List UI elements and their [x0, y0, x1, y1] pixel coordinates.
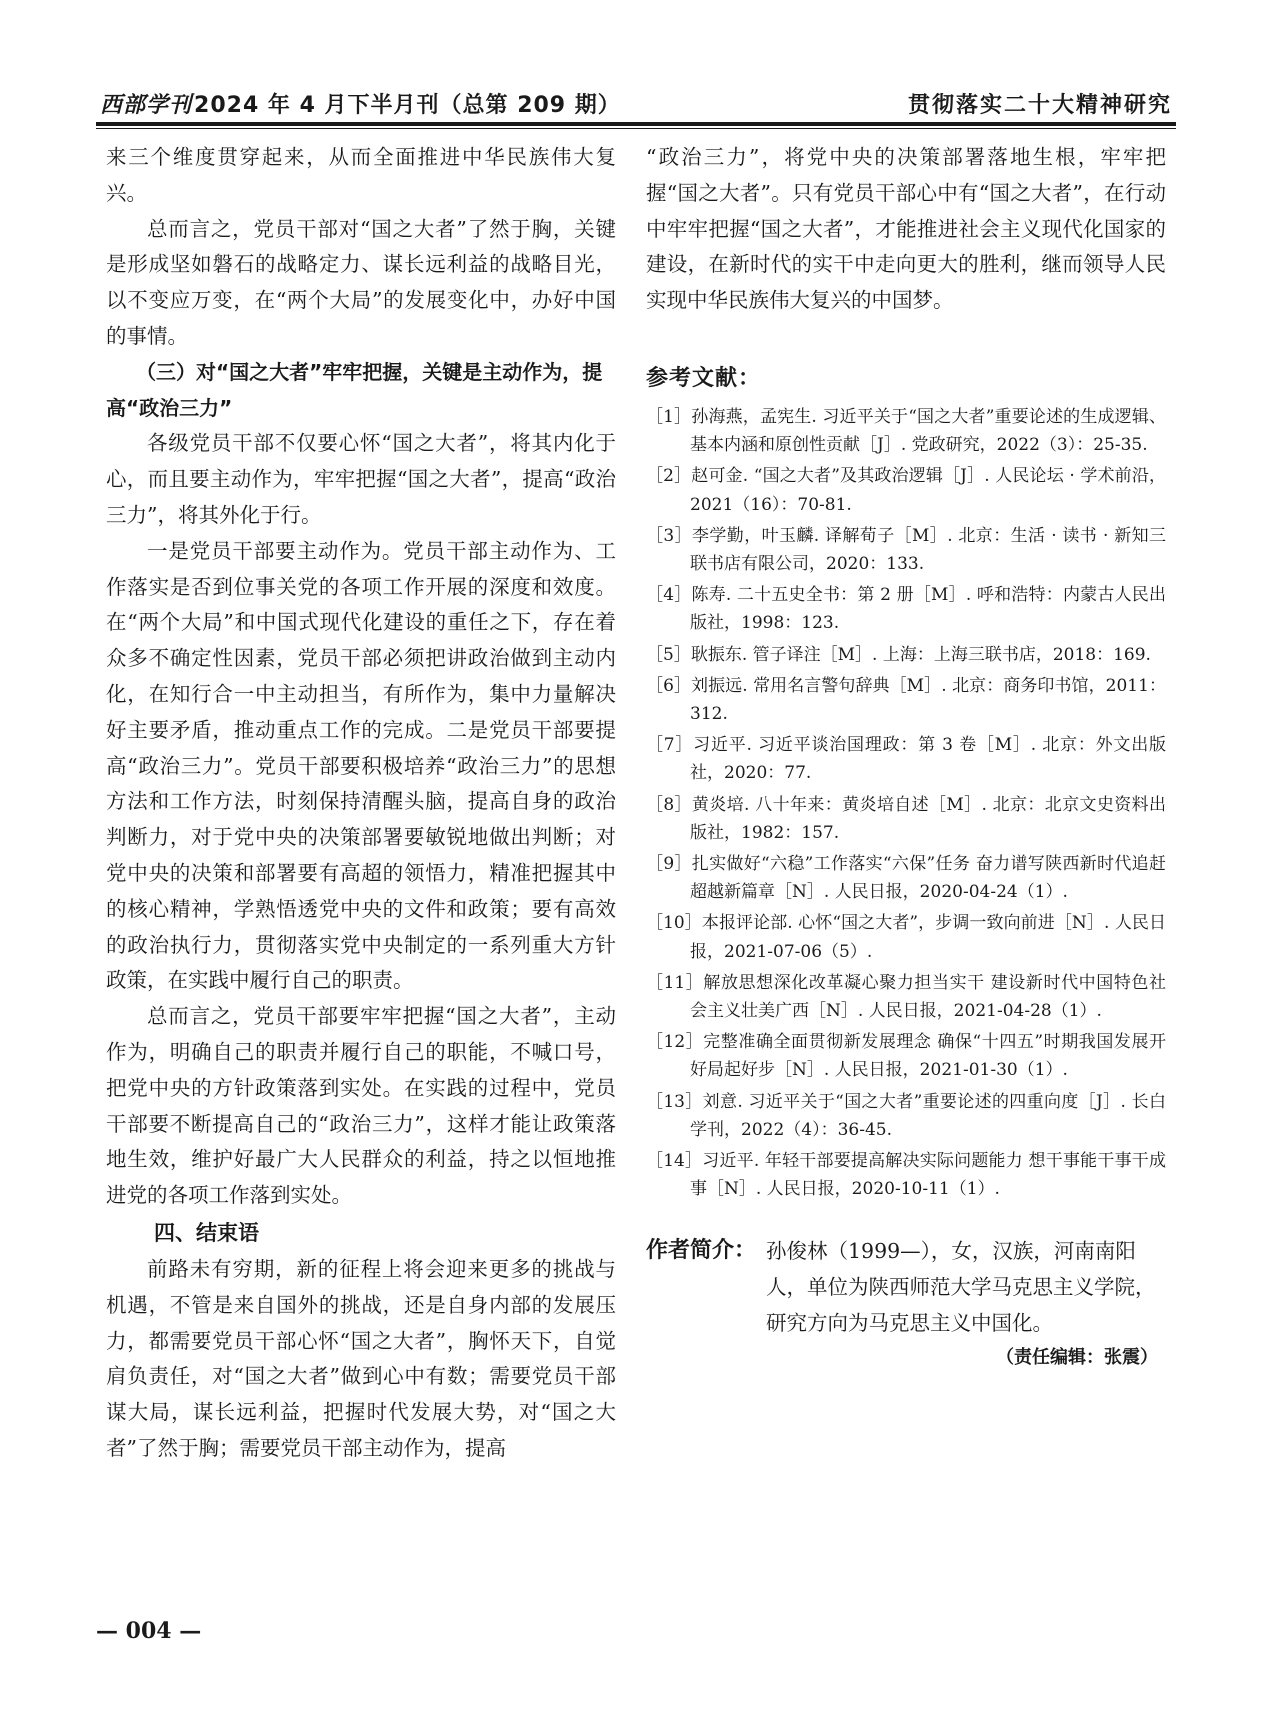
- page-number: — 004 —: [96, 1618, 202, 1644]
- section-heading: 四、结束语: [154, 1220, 259, 1245]
- responsible-editor: （责任编辑：张震）: [996, 1347, 1158, 1369]
- author-bio-text: 孙俊林（1999—），女，汉族，河南南阳人，单位为陕西师范大学马克思主义学院，研究方向为马克思主义中国化。: [766, 1239, 1156, 1336]
- paragraph: 前路未有穷期，新的征程上将会迎来更多的挑战与机遇，不管是来自国外的挑战，还是自身内部的发展压力，都需要党员干部心怀“国之大者”，胸怀天下，自觉肩负责任，对“国之大者”做到心中有数；需要党员干部谋大局，谋长远利益，把握时代发展大势，对“国之大者”了然于胸；需要党员干部主动作为，提高: [106, 1256, 616, 1460]
- reference-item: ［11］解放思想深化改革凝心聚力担当实干 建设新时代中国特色社会主义壮美广西［N］. 人民日报，2021-04-28（1）.: [646, 972, 1166, 1022]
- reference-item: ［14］习近平. 年轻干部要提高解决实际问题能力 想干事能干事干成事［N］. 人民日报，2020-10-11（1）.: [646, 1151, 1166, 1200]
- issue-label: 2024 年 4 月下半月刊（总第 209 期）: [194, 93, 621, 118]
- author-bio: [646, 1233, 1166, 1341]
- header-rule-thin: [96, 128, 1176, 129]
- journal-logo: 西部学刊: [100, 92, 193, 118]
- section-title: 贯彻落实二十大精神研究: [907, 93, 1172, 118]
- reference-item: ［7］习近平. 习近平谈治国理政：第 3 卷［M］. 北京：外文出版社，2020：77.: [646, 735, 1166, 784]
- reference-item: ［8］黄炎培. 八十年来：黄炎培自述［M］. 北京：北京文史资料出版社，1982：157.: [646, 794, 1166, 843]
- reference-item: ［1］孙海燕，孟宪生. 习近平关于“国之大者”重要论述的生成逻辑、基本内涵和原创性贡献［J］. 党政研究，2022（3）：25-35.: [646, 406, 1166, 456]
- paragraph: “政治三力”，将党中央的决策部署落地生根，牢牢把握“国之大者”。只有党员干部心中有“国之大者”，在行动中牢牢把握“国之大者”，才能推进社会主义现代化国家的建设，在新时代的实干中走向更大的胜利，继而领导人民实现中华民族伟大复兴的中国梦。: [646, 145, 1166, 313]
- reference-item: ［12］完整准确全面贯彻新发展理念 确保“十四五”时期我国发展开好局起好步［N］. 人民日报，2021-01-30（1）.: [646, 1032, 1166, 1081]
- journal-issue: [100, 88, 621, 119]
- paragraph: 总而言之，党员干部要牢牢把握“国之大者”，主动作为，明确自己的职责并履行自己的职能，不喊口号，把党中央的方针政策落到实处。在实践的过程中，党员干部要不断提高自己的“政治三力”，这样才能让政策落地生效，维护好最广大人民群众的利益，持之以恒地推进党的各项工作落到实处。: [106, 1004, 616, 1208]
- paragraph: 各级党员干部不仅要心怀“国之大者”，将其内化于心，而且要主动作为，牢牢把握“国之大者”，提高“政治三力”，将其外化于行。: [106, 431, 616, 527]
- reference-list: [646, 403, 1166, 1203]
- left-column: [106, 140, 616, 1467]
- subsection-heading: （三）对“国之大者”牢牢把握，关键是主动作为，提高“政治三力”: [106, 359, 603, 420]
- paragraph: 一是党员干部要主动作为。党员干部主动作为、工作落实是否到位事关党的各项工作开展的深度和效度。在“两个大局”和中国式现代化建设的重任之下，存在着众多不确定性因素，党员干部必须把讲政治做到主动内化，在知行合一中主动担当，有所作为，集中力量解决好主要矛盾，推动重点工作的完成。二是党员干部要提高“政治三力”。党员干部要积极培养“政治三力”的思想方法和工作方法，时刻保持清醒头脑，提高自身的政治判断力，对于党中央的决策部署要敏锐地做出判断；对党中央的决策和部署要有高超的领悟力，精准把握其中的核心精神，学熟悟透党中央的文件和政策；要有高效的政治执行力，贯彻落实党中央制定的一系列重大方针政策，在实践中履行自己的职责。: [106, 538, 616, 993]
- header-rule: [96, 122, 1176, 126]
- paragraph: 总而言之，党员干部对“国之大者”了然于胸，关键是形成坚如磐石的战略定力、谋长远利益的战略目光，以不变应万变，在“两个大局”的发展变化中，办好中国的事情。: [106, 216, 616, 348]
- paragraph: 来三个维度贯穿起来，从而全面推进中华民族伟大复兴。: [106, 145, 616, 205]
- reference-item: ［6］刘振远. 常用名言警句辞典［M］. 北京：商务印书馆，2011：312.: [646, 675, 1166, 725]
- reference-item: ［2］赵可金. “国之大者”及其政治逻辑［J］. 人民论坛 · 学术前沿，2021（16）：70-81.: [646, 466, 1166, 515]
- right-column: [646, 140, 1166, 1375]
- author-bio-label: 作者简介：: [646, 1238, 757, 1264]
- reference-item: ［4］陈寿. 二十五史全书：第 2 册［M］. 呼和浩特：内蒙古人民出版社，1998：123.: [646, 585, 1166, 634]
- reference-item: ［5］耿振东. 管子译注［M］. 上海：上海三联书店，2018：169.: [646, 644, 1151, 665]
- reference-item: ［9］扎实做好“六稳”工作落实“六保”任务 奋力谱写陕西新时代追赶超越新篇章［N］. 人民日报，2020-04-24（1）.: [646, 854, 1166, 903]
- reference-item: ［13］刘意. 习近平关于“国之大者”重要论述的四重向度［J］. 长白学刊，2022（4）：36-45.: [646, 1091, 1166, 1140]
- page-header: [96, 82, 1176, 120]
- references-title: 参考文献：: [646, 365, 762, 391]
- reference-item: ［3］李学勤，叶玉麟. 译解荀子［M］. 北京：生活 · 读书 · 新知三联书店有限公司，2020：133.: [646, 525, 1166, 574]
- reference-item: ［10］本报评论部. 心怀“国之大者”，步调一致向前进［N］. 人民日报，2021-07-06（5）.: [646, 913, 1166, 962]
